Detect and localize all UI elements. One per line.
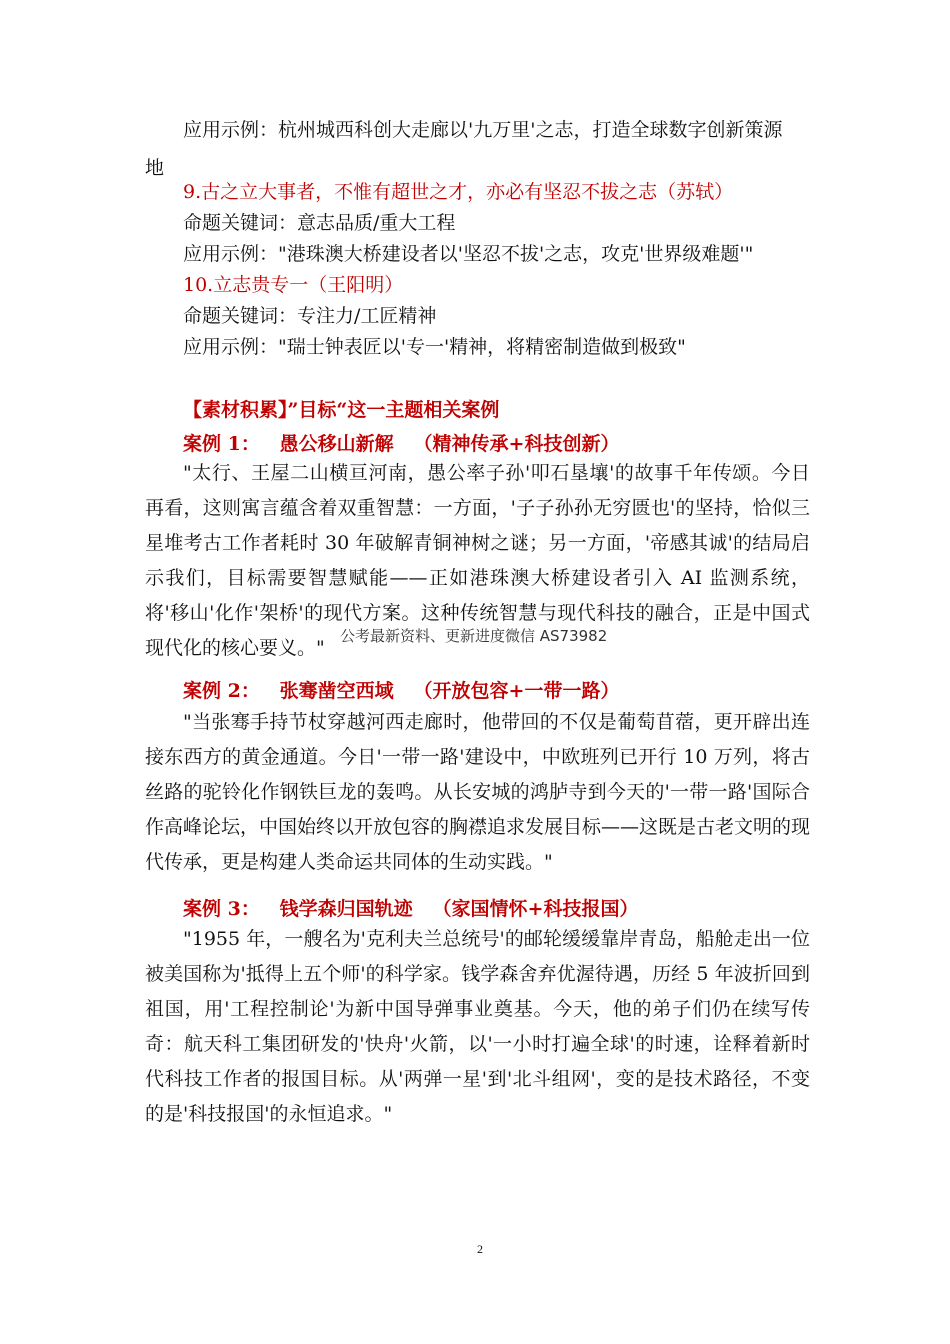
case-title: 案例 3： 钱学森归国轨迹 （家国情怀+科技报国）	[183, 898, 639, 920]
section-heading	[183, 390, 810, 430]
watermark: 公考最新资料、更新进度微信 AS73982	[340, 627, 608, 645]
case-title: 案例 2： 张骞凿空西域 （开放包容+一带一路）	[183, 680, 620, 702]
example-line: 应用示例：杭州城西科创大走廊以'九万里'之志，打造全球数字创新策源	[183, 119, 783, 141]
quote-keywords: 命题关键词：专注力/工匠精神	[183, 305, 437, 327]
case-body: "1955 年，一艘名为'克利夫兰总统号'的邮轮缓缓靠岸青岛，船舱走出一位被美国称为'抵得上五个师'的科学家。钱学森舍弃优渥待遇，历经 5 年波折回到祖国，用'工程控制论'为新中国导弹事业奠基。今天，他的弟子们仍在续写传奇：航天科工集团研发的'快舟'火箭，以'一小时打遍全球'的时速，诠释着新时代科技工作者的报国目标。从'两弹一星'到'北斗组网'，变的是技术路径，不变的是'科技报国'的永恒追求。"	[145, 928, 810, 1125]
quote-title: 10.立志贵专一（王阳明）	[183, 274, 404, 296]
case-title: 案例 1： 愚公移山新解 （精神传承+科技创新）	[183, 433, 620, 455]
case-body: "太行、王屋二山横亘河南，愚公率子孙'叩石垦壤'的故事千年传颂。今日再看，这则寓言蕴含着双重智慧：一方面，'子子孙孙无穷匮也'的坚持，恰似三星堆考古工作者耗时 30 年破解青铜神树之谜；另一方面，'帝感其诚'的结局启示我们，目标需要智慧赋能——正如港珠澳大桥建设者引入 AI 监测系统，将'移山'化作'架桥'的现代方案。这种传统智慧与现代科技的融合，正是中国式现代化的核心要义。"	[145, 462, 810, 659]
quote-keywords: 命题关键词：意志品质/重大工程	[183, 212, 456, 234]
section-heading-text: 【素材积累】”目标“这一主题相关案例	[183, 399, 500, 421]
quote-example: 应用示例："瑞士钟表匠以'专一'精神，将精密制造做到极致"	[183, 336, 686, 358]
case-body: "当张骞手持节杖穿越河西走廊时，他带回的不仅是葡萄苜蓿，更开辟出连接东西方的黄金通道。今日'一带一路'建设中，中欧班列已开行 10 万列，将古丝路的驼铃化作钢铁巨龙的轰鸣。从长安城的鸿胪寺到今天的'一带一路'国际合作高峰论坛，中国始终以开放包容的胸襟追求发展目标——这既是古老文明的现代传承，更是构建人类命运共同体的生动实践。"	[145, 711, 811, 873]
page-number: 2	[477, 1242, 483, 1256]
example-line-continued: 地	[145, 157, 165, 179]
quote-example: 应用示例："港珠澳大桥建设者以'坚忍不拔'之志，攻克'世界级难题'"	[183, 243, 754, 265]
quote-title: 9.古之立大事者，不惟有超世之才，亦必有坚忍不拔之志（苏轼）	[183, 181, 734, 203]
